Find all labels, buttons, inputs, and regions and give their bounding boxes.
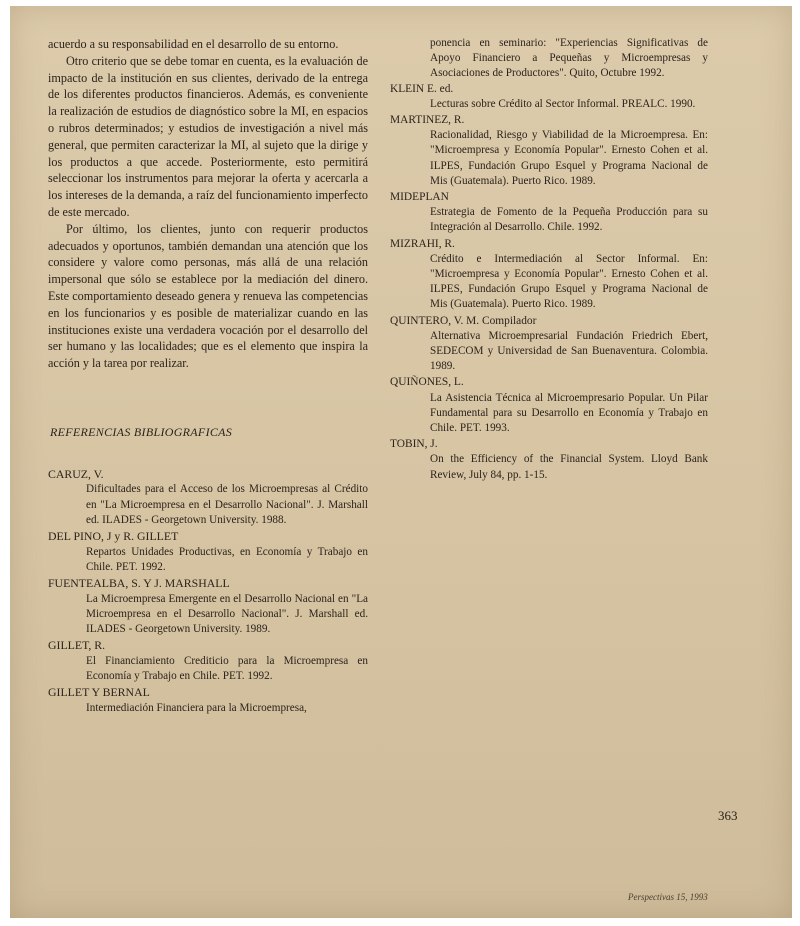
reference-body: Repartos Unidades Productivas, en Economía y Trabajo en Chile. PET. 1992. — [86, 545, 368, 573]
reference-body: El Financiamiento Crediticio para la Microempresa en Economía y Trabajo en Chile. PET. 1992. — [86, 654, 368, 682]
reference-entry — [390, 237, 708, 313]
reference-body: Dificultades para el Acceso de los Microempresas al Crédito en "La Microempresa en el Desarrollo Nacional". J. Marshall ed. ILADES - Georgetown University. 1988. — [86, 483, 368, 526]
references-title: REFERENCIAS BIBLIOGRAFICAS — [50, 424, 233, 439]
reference-entry — [390, 375, 708, 436]
left-column — [48, 36, 368, 717]
paragraph: Por último, los clientes, junto con requerir productos adecuados y oportunos, también demandan una atención que los considere y valore como personas, más allá de una relación impersonal que sólo se establece por la mediación del dinero. Este comportamiento deseado genera y renueva las competencias en los funcionarios y es posible de materializar cuando en las instituciones existe una verdadera vocación por el desarrollo del ser humano y las localidades; que es el elemento que inspira la acción y la tarea por realizar. — [48, 221, 368, 371]
reference-entry — [390, 82, 708, 112]
reference-author: MIDEPLAN — [390, 191, 449, 204]
reference-entry — [48, 467, 368, 528]
reference-entry — [390, 190, 708, 236]
reference-body: Racionalidad, Riesgo y Viabilidad de la Microempresa. En: "Microempresa y Economía Popular". Ernesto Cohen et al. ILPES, Fundación Grupo Esquel y Programa Nacional de Mis (Guatemala). Puerto Rico. 1989. — [430, 129, 708, 187]
reference-author: TOBIN, J. — [390, 438, 438, 451]
reference-body: Estrategia de Fomento de la Pequeña Producción para su Integración al Desarrollo. Chile. 1992. — [430, 206, 708, 234]
reference-body: La Microempresa Emergente en el Desarrollo Nacional en "La Microempresa en el Desarrollo Nacional". J. Marshall ed. ILADES - Georgetown University. 1989. — [86, 592, 368, 635]
reference-entry — [48, 685, 368, 716]
paragraph: Otro criterio que se debe tomar en cuenta, es la evaluación de impacto de la institución en sus clientes, derivado de la entrega de los diferentes productos financieros. Además, es conveniente la realización de estudios de diagnóstico sobre la MI, en espacios o rubros determinados; y estudios de investigación a nivel más general, que permiten caracterizar la MI, al sujeto que la dirige y los productos a que accede. Posteriormente, esto permitirá seleccionar los instrumentos para mejorar la oferta y acercarla a los intereses de la demanda, a raíz del funcionamiento imperfecto de este mercado. — [48, 53, 368, 219]
reference-entry — [390, 437, 708, 483]
right-column — [390, 36, 708, 484]
reference-body: Alternativa Microempresarial Fundación Friedrich Ebert, SEDECOM y Universidad de San Buenaventura. Colombia. 1989. — [430, 329, 708, 373]
references-list — [48, 467, 368, 716]
paragraph: acuerdo a su responsabilidad en el desarrollo de su entorno. — [48, 37, 339, 51]
running-footer: Perspectivas 15, 1993 — [628, 892, 708, 902]
reference-author: MIZRAHI, R. — [390, 237, 455, 250]
reference-author: QUIÑONES, L. — [390, 376, 464, 389]
reference-author: DEL PINO, J y R. GILLET — [48, 528, 179, 543]
reference-entry — [48, 638, 368, 684]
reference-entry — [48, 576, 368, 637]
reference-continuation: ponencia en seminario: "Experiencias Significativas de Apoyo Financiero a Pequeñas y Microempresas y Asociaciones de Productores". Quito, Octubre 1992. — [430, 37, 708, 80]
reference-body: La Asistencia Técnica al Microempresario Popular. Un Pilar Fundamental para su Desarrollo en Economía y Trabajo en Chile. PET. 1993. — [430, 391, 708, 435]
reference-author: CARUZ, V. — [48, 466, 104, 481]
reference-author: GILLET Y BERNAL — [48, 685, 150, 700]
reference-author: MARTINEZ, R. — [390, 114, 465, 127]
page-number: 363 — [718, 808, 738, 823]
reference-body: On the Efficiency of the Financial System. Lloyd Bank Review, July 84, pp. 1-15. — [430, 453, 708, 481]
reference-body: Intermediación Financiera para la Microempresa, — [86, 701, 307, 714]
reference-body: Crédito e Intermediación al Sector Informal. En: "Microempresa y Economía Popular". Ernesto Cohen et al. ILPES, Fundación Grupo Esquel y Programa Nacional de Mis (Guatemala). Puerto Rico. 1989. — [430, 252, 708, 311]
document-page — [10, 6, 792, 918]
reference-author: KLEIN E. ed. — [390, 82, 454, 95]
reference-entry — [390, 113, 708, 189]
reference-author: FUENTEALBA, S. Y J. MARSHALL — [48, 575, 230, 590]
reference-author: GILLET, R. — [48, 638, 106, 653]
reference-body: Lecturas sobre Crédito al Sector Informal. PREALC. 1990. — [430, 97, 696, 110]
reference-entry — [48, 529, 368, 575]
reference-author: QUINTERO, V. M. Compilador — [390, 314, 537, 327]
reference-entry — [390, 314, 708, 375]
